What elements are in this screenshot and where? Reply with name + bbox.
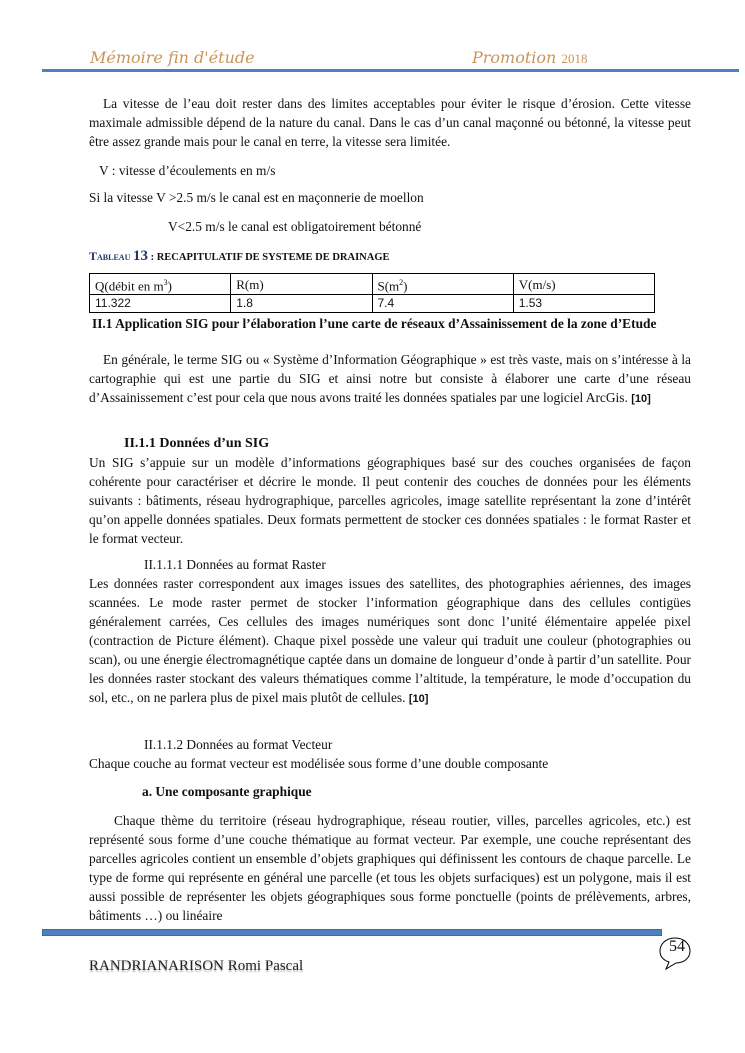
header-title: Mémoire fin d'étude <box>90 48 255 67</box>
subsubsection-heading: II.1.1.1 Données au format Raster <box>144 557 326 572</box>
cell: 1.8 <box>231 295 372 313</box>
reference: [10] <box>631 393 651 405</box>
table-header-row <box>90 274 655 295</box>
caption-number: 13 <box>132 248 148 264</box>
page-number: 54 <box>669 938 685 955</box>
page-number-bubble <box>658 936 690 968</box>
table-row <box>90 295 655 313</box>
header-cell: R(m) <box>231 274 372 295</box>
promotion-label: Promotion <box>472 48 557 67</box>
paragraph: Un SIG s’appuie sur un modèle d’informations géographiques basé sur des couches organisées de façon cohérente pour caractériser et décrire le monde. Il peut contenir des couches de données pour les éléments suivants : bâtiments, réseau hydrographique, parcelles agricoles, image satellite représentant la zone d’intérêt qu’on appelle données spatiales. Deux formats permettent de stocker ces données spatiales : le format Raster et le format vecteur. <box>89 455 691 546</box>
table-caption <box>89 248 390 265</box>
drainage-table <box>89 273 655 313</box>
header-promotion <box>472 48 587 67</box>
paragraph: Les données raster correspondent aux images issues des satellites, des photographies aériennes, des images scannées. Le mode raster permet de stocker l’information géographique dans des cellules contigües généralement carrées, Ces cellules des images numériques sont donc l’unité élémentaire appelée pixel (contraction de Picture élément). Chaque pixel possède une valeur qui traduit une couleur (photographies ou scan), ou une énergie électromagnétique captée dans un domaine de longueur d’onde à partir d’un satellite. Pour les données raster stockant des valeurs thématiques comme l’altitude, la température, le mode d’occupation du sol, etc., on ne parlera plus de pixel mais plutôt de cellules. [10] <box>89 576 691 705</box>
paragraph: V : vitesse d’écoulements en m/s <box>99 163 276 178</box>
paragraph: Chaque couche au format vecteur est modélisée sous forme d’une double composante <box>89 756 549 771</box>
paragraph: V<2.5 m/s le canal est obligatoirement bétonné <box>168 219 422 234</box>
reference: [10] <box>408 693 429 705</box>
section-heading: II.1 Application SIG pour l’élaboration l’une carte de réseaux d’Assainissement de la zone d’Etude <box>92 316 657 331</box>
subsection-heading: II.1.1 Données d’un SIG <box>124 436 270 451</box>
caption-prefix: Tableau <box>89 249 131 263</box>
header-cell: Q(débit en $m^3$) <box>90 274 231 295</box>
caption-text: : RECAPITULATIF DE SYSTEME DE DRAINAGE <box>147 252 390 263</box>
paragraph: Si la vitesse V >2.5 m/s le canal est en maçonnerie de moellon <box>89 190 424 205</box>
promotion-year: 2018 <box>561 51 588 66</box>
header-cell: $S(m^2)$ <box>372 274 513 295</box>
footer-rule <box>42 929 662 936</box>
cell: 11.322 <box>90 295 231 313</box>
list-heading: a. Une composante graphique <box>142 784 312 799</box>
paragraph: En générale, le terme SIG ou « Système d’Information Géographique » est très vaste, mais on s’intéresse à la cartographie qui est une partie du SIG et ainsi notre but consiste à élaborer une carte d’une réseau d’Assainissement c’est pour cela que nous avons traité les données spatiales par une logiciel ArcGis. [10] <box>89 352 691 405</box>
paragraph: Chaque thème du territoire (réseau hydrographique, réseau routier, villes, parcelles agricoles, etc.) est représenté sous forme d’une couche thématique au format vecteur. Par exemple, une couche représentant des parcelles agricoles contient un ensemble d’objets graphiques qui définissent les contours de chaque parcelle. Le type de forme qui représente en général une parcelle (et tous les objets surfaciques) est un polygone, mais il est aussi possible de représenter les objets géographiques sous forme ponctuelle (points de prélèvements, arbres, bâtiments …) ou linéaire <box>89 813 691 923</box>
paragraph: La vitesse de l’eau doit rester dans des limites acceptables pour éviter le risque d’érosion. Cette vitesse maximale admissible dépend de la nature du canal. Dans le cas d’un canal maçonné ou bétonné, la vitesse peut être assez grande mais pour le canal en terre, la vitesse sera limitée. <box>89 96 691 149</box>
footer-author: RANDRIANARISON Romi Pascal <box>89 958 304 974</box>
subsubsection-heading: II.1.1.2 Données au format Vecteur <box>144 737 333 752</box>
header-cell: V(m/s) <box>513 274 654 295</box>
cell: 7.4 <box>372 295 513 313</box>
cell: 1.53 <box>513 295 654 313</box>
header-rule <box>42 69 739 72</box>
